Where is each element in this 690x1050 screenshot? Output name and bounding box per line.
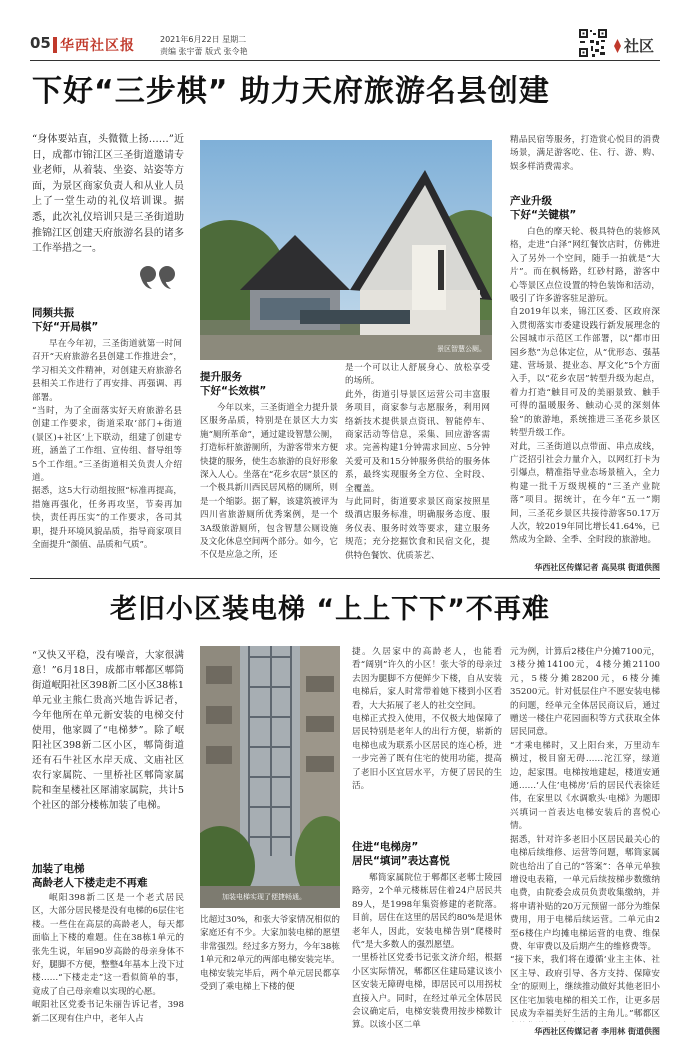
article1-headline: 下好“三步棋” 助力天府旅游名县创建 bbox=[32, 74, 550, 109]
section-name: 社区 bbox=[624, 37, 655, 55]
article2-photo-caption: 加装电梯实现了便捷畅通。 bbox=[222, 893, 306, 901]
article2-column-3b: 郫筒家属院位于郫都区老郫士陵园路旁，2个单元楼栋居住着24户居民共89人，是1998年集资修建的老院落。目前，居住在这里的居民约80%是退休老年人，因此，安装电梯告别“爬楼时代”是大多数人的强烈愿望。 一里桥社区党委书记张文济介绍，根据小区实际情况，郫都区住建局建议该小区安装无障碍电梯，即居民可以用拐杖直接入户。同时，在经过单元全体居民会议确定后，电梯安装费用按步梯数计算。以该小区二单 bbox=[352, 873, 502, 1031]
article2-signature: 华西社区传媒记者 李用林 街道供图 bbox=[534, 1027, 660, 1036]
article2-headline: 老旧小区装电梯 “上上下下”不再难 bbox=[110, 594, 550, 625]
article2-subhead-2: 住进“电梯房” 居民“填词”表达喜悦 bbox=[352, 841, 450, 867]
header-rule bbox=[30, 60, 660, 61]
article1-lead: “身体要站直，头微微上扬……”近日，成都市锦江区三圣街道邀请专业老师，从着装、坐姿、站姿等方面，为景区商家负责人和从业人员上了一堂生动的礼仪培训课。据悉，此次礼仪培训只是三圣街道助推锦江区创建天府旅游名县的诸多工作举措之一。 bbox=[32, 134, 184, 255]
issue-date: 2021年6月22日 星期二 bbox=[160, 35, 247, 44]
article2-subhead-1: 加装了电梯 高龄老人下楼走走不再难 bbox=[32, 863, 148, 889]
section-flag-icon bbox=[614, 38, 621, 52]
article1-subhead-2: 提升服务 下好“长效棋” bbox=[200, 371, 267, 397]
article1-column-4: 白色的摩天轮、极具特色的装修风格，走进“白泽”网红餐饮店时，仿佛进入了另外一个空间，随手一拍就是“大片”。而在枫杨路，红砂村路，游客中心等景区点位设置的特色装饰和活动，吸引了许多游客驻足游玩。 自2019年以来，锦江区委、区政府深入贯彻落实市委建设践行新发展理念的公园城市示范区工作部署，以“都市田园乡愁”为总体定位，从“优形态、强基建、营场景、提业态、厚文化”5个方面入手，以“花乡农居”转型升级为起点，着力打造“触目可及的美丽景致、触手可得的温暖服务、触动心灵的深刻体验”的旅游地，系统推进三圣花乡景区转型升级工作。 对此，三圣街道以点带面、串点成线，广泛招引社会力量介入，以网红打卡为引爆点，精准指导业态场景植入，全力构建一批千万级规模的“三圣产业院落”项目。据统计，在今年“五一”期间，三圣花乡景区共接待游客50.17万人次，较2019年同比增长41.64%，已然成为全龄、全季、全时段的旅游地。 bbox=[510, 227, 660, 546]
article2-column-3a: 捷。久居家中的高龄老人，也能看看“阔别”许久的小区！张大爷的母亲过去因为腿脚不方便鲜少下楼，自从安装电梯后，家人时常带着她下楼到小区看看，大大拓展了老人的社交空间。 电梯正式投入使用，不仅极大地保障了居民特别是老年人的出行方便，崭新的电梯也成为联系小区居民的连心桥，进一步完善了既有住宅的使用功能，提高了老旧小区宜居水平，方便了居民的生活。 bbox=[352, 647, 502, 792]
qr-code-icon bbox=[578, 28, 608, 58]
article1-column-2: 今年以来，三圣街道全力提升景区服务品质，特别是在景区大力实施“厕所革命”，通过建设智慧公厕，打造标杆旅游厕所，为游客带来方便快捷的服务，使生态旅游的良好形象深入人心。坐落在“花乡农居”景区的一个极具新川西民居风格的厕所，则是一个缩影。据了解，该建筑被评为四川省旅游厕所优秀案例，是一个3A级旅游厕所，包含智慧公厕设施及文化休息空间两个部分。如今，它不仅是应急之所，还 bbox=[200, 403, 338, 561]
article2-column-1: 岷阳398新二区是一个老式居民区，大部分居民楼是没有电梯的6层住宅楼。一些住在高层的高龄老人，每天都面临上下楼的难题。住在38栋1单元的张先生说，年届90岁高龄的母亲身体不好，腿脚不方便，整整4年基本上没下过楼……“下楼走走”这一看似简单的事，竟成了自己母亲难以实现的心愿。 岷阳社区党委书记朱丽告诉记者，398新二区现有住户中，老年人占 bbox=[32, 893, 184, 1024]
brand-logo-mark bbox=[53, 37, 57, 53]
page-number: 05 bbox=[30, 34, 51, 52]
article2-column-4: 元为例，计算后2楼住户分摊7100元，3楼分摊14100元，4楼分摊21100元，5楼分摊28200元，6楼分摊35200元。针对低层住户不愿安装电梯的问题，经单元全体居民商议后，通过赠送一楼住户花园面积等方式获取全体居民同意。 “才乘电梯时，又上阳台来，万里动车横过，极目窗无碍……沱江穿，绿道边，起家围。电梯按地建起，楼道安通通……‘人住’电梯房’后的居民代表徐廷伟，在家里以《水调歌头·电梯》为题即兴填词一首表达电梯安装后的喜悦心情。 据悉，针对许多老旧小区居民最关心的电梯后续维修、运营等问题，郫筒家属院也给出了自己的“答案”：各单元单独增设电表箱，一单元后续按梯步数缴纳电费，由院委会成员负责收集缴纳，并将申请补贴的20万元预留一部分为维保费用，用于电梯后续运营。二单元由2至6楼住户均摊电梯运营的电费、维保费、年审费以及后期产生的维修费等。 “接下来，我们将在遵循‘业主主体、社区主导、政府引导、各方支持、保障安全’的原则上，继续推动做好其他老旧小区住宅加装电梯的相关工作，让更多居民成为幸福美好生活的主角儿。”郫都区 bbox=[510, 647, 660, 1019]
article1-column-3: 是一个可以让人舒展身心、放松享受的场所。 此外，街道引导景区运营公司丰富服务项目，商家参与志愿服务，利用网络新技术提供景点资讯、智能停车、商家活动等信息，采集、回应游客需求。完善构建1分钟需求回应、5分钟关爱可及和15分钟服务供给的服务体系，最终实现服务全方位、全时段、全覆盖。 与此同时，街道要求景区商家按照星级酒店服务标准，明确服务态度、服务仪表、服务时效等要求，建立服务规范；充分挖掘饮食和民宿文化，提供特色餐饮、优质茶艺、 bbox=[345, 363, 490, 561]
editor-credits: 责编 张宇蕾 版式 张令艳 bbox=[160, 47, 248, 56]
article1-column-4-intro: 精品民宿等服务，打造赏心悦目的消费场景，满足游客吃、住、行、游、购、娱多样消费需求。 bbox=[510, 135, 660, 172]
article-divider bbox=[30, 578, 660, 579]
article2-lead: “又快又平稳，没有噪音，大家很满意！”6月18日，成都市郫都区郫筒街道岷阳社区398新二区小区38栋1单元业主熊仁贵高兴地告诉记者，今年他所在单元新安装的电梯交付使用，他家圆了“电梯梦”。除了岷阳社区398新二区小区，郫筒街道还有石牛社区水岸天成、文庙社区农行家属院、一里桥社区郫筒家属院和奎星楼社区犀浦家属院，共计5个社区的部分楼栋加装了电梯。 bbox=[32, 650, 184, 811]
brand-name: 华西社区报 bbox=[60, 38, 135, 54]
article1-subhead-1: 同频共振 下好“开局棋” bbox=[32, 307, 99, 333]
article1-column-1: 早在今年初，三圣街道就第一时间召开“天府旅游名县创建工作推进会”，学习相关文件精神，对创建天府旅游名县相关工作进行了再安排、再强调、再部署。 “当时，为了全面落实好天府旅游名县创建工作要求，街道采取‘部门+街道(景区)+社区’上下联动，组建了创建专班，涵盖了工作组、宣传组、督导组等5个工作组。”三圣街道相关负责人介绍道。 据悉，这5大行动组按照“标准再提高，措施再强化，任务再攻坚，节奏再加快，责任再压实”的工作要求，各司其职，提升环境风貌品质，指导商家项目全面提升“颜值、品质和气质”。 bbox=[32, 339, 182, 551]
article2-photo-elevator bbox=[200, 646, 340, 908]
page-header bbox=[0, 0, 690, 62]
article1-photo-caption: 景区智慧公厕。 bbox=[437, 345, 486, 353]
quote-mark-icon bbox=[138, 264, 178, 290]
article1-subhead-3: 产业升级 下好“关键棋” bbox=[510, 195, 577, 221]
article1-signature: 华西社区传媒记者 高昊琪 街道供图 bbox=[534, 563, 660, 572]
article1-photo-smart-toilet bbox=[200, 140, 492, 360]
article2-column-2: 比超过30%，和张大爷家情况相似的家庭还有不少。大家加装电梯的愿望非常强烈。经过多方努力，今年38栋1单元和2单元的两部电梯安装完毕。 电梯安装完毕后，两个单元居民都享受到了乘电梯上下楼的便 bbox=[200, 915, 340, 993]
